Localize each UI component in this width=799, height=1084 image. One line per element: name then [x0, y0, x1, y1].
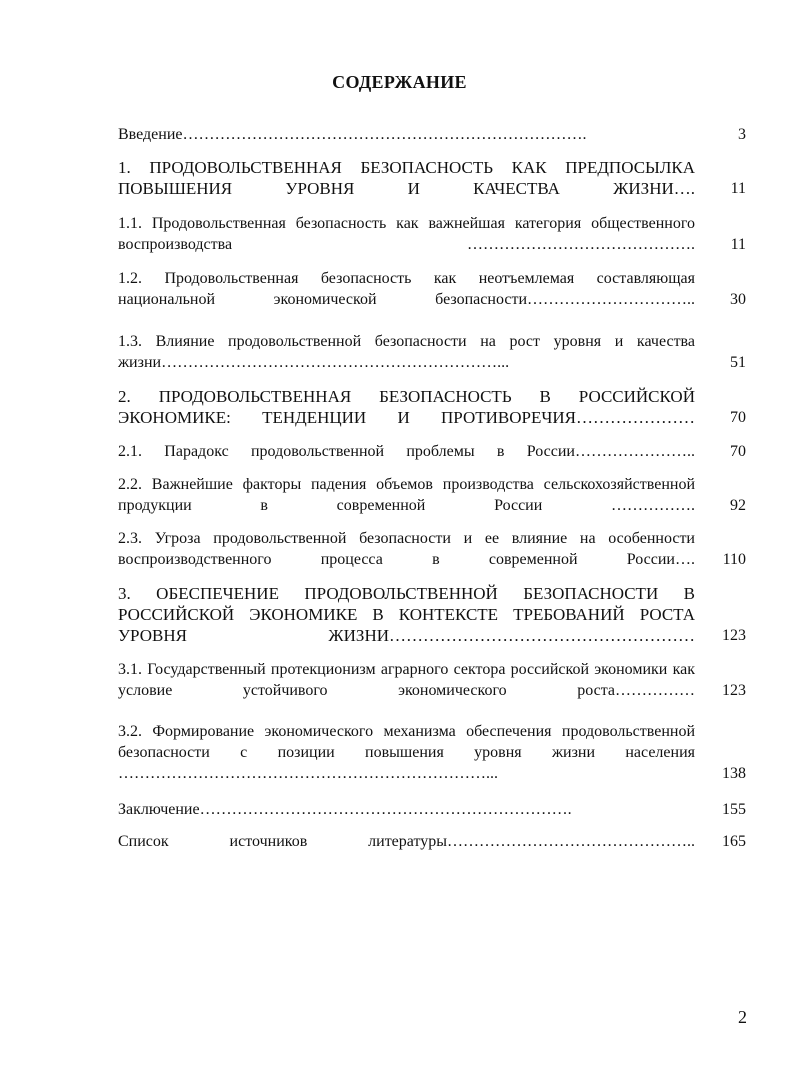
- toc-entry-references: [118, 831, 746, 852]
- toc-entry-text: 3. ОБЕСПЕЧЕНИЕ ПРОДОВОЛЬСТВЕННОЙ БЕЗОПАСНОСТИ В РОССИЙСКОЙ ЭКОНОМИКЕ В КОНТЕКСТЕ ТРЕБОВАНИЙ РОСТА УРОВНЯ ЖИЗНИ………………………………………………: [118, 584, 695, 645]
- toc-entry-page: 110: [722, 551, 746, 568]
- toc-entry-chapter-2: [118, 386, 746, 428]
- page-title: СОДЕРЖАНИЕ: [332, 72, 467, 92]
- toc-entry-section-1-2: [118, 268, 746, 310]
- toc-entry-text: Заключение…………………………………………………………….: [118, 801, 572, 818]
- toc-entry-page: 70: [730, 443, 746, 460]
- toc-entry-page: 123: [722, 682, 746, 699]
- toc-entry-text: 1.3. Влияние продовольственной безопасности на рост уровня и качества жизни………………………………………………………...: [118, 333, 695, 371]
- toc-entry-section-2-3: [118, 528, 746, 570]
- toc-entry-text: 1. ПРОДОВОЛЬСТВЕННАЯ БЕЗОПАСНОСТЬ КАК ПРЕДПОСЫЛКА ПОВЫШЕНИЯ УРОВНЯ И КАЧЕСТВА ЖИЗНИ….: [118, 158, 695, 198]
- toc-entry-page: 92: [730, 497, 746, 514]
- toc-entry-page: 51: [730, 354, 746, 371]
- toc-entry-page: 123: [722, 627, 746, 644]
- toc-entry-page: 11: [730, 180, 746, 197]
- page-number: 2: [738, 1007, 747, 1027]
- toc-entry-text: 2.2. Важнейшие факторы падения объемов производства сельскохозяйственной продукции в современной России …………….: [118, 476, 695, 514]
- toc-entry-chapter-1: [118, 157, 746, 199]
- toc-entry-section-3-1: [118, 659, 746, 701]
- toc-entry-page: 11: [730, 236, 746, 253]
- toc-entry-section-1-3: [118, 331, 746, 373]
- toc-entry-page: 30: [730, 291, 746, 308]
- toc-entry-section-2-2: [118, 474, 746, 516]
- toc-entry-chapter-3: [118, 583, 746, 646]
- toc-entry-page: 70: [730, 409, 746, 426]
- toc-entry-introduction: [118, 124, 746, 145]
- toc-entry-text: 2.1. Парадокс продовольственной проблемы в России…………………..: [118, 443, 695, 460]
- toc-entry-page: 165: [722, 833, 746, 850]
- toc-entry-text: 2. ПРОДОВОЛЬСТВЕННАЯ БЕЗОПАСНОСТЬ В РОССИЙСКОЙ ЭКОНОМИКЕ: ТЕНДЕНЦИИ И ПРОТИВОРЕЧИЯ…………………: [118, 387, 695, 427]
- toc-entry-text: 1.2. Продовольственная безопасность как неотъемлемая составляющая национальной экономической безопасности…………………………..: [118, 270, 695, 308]
- toc-entry-conclusion: [118, 799, 746, 820]
- toc-entry-text: 3.2. Формирование экономического механизма обеспечения продовольственной безопасности с позиции повышения уровня жизни населения ……………………………………………………………...: [118, 723, 695, 782]
- toc-entry-section-3-2: [118, 721, 746, 784]
- toc-entry-text: 2.3. Угроза продовольственной безопасности и ее влияние на особенности воспроизводственного процесса в современной России….: [118, 530, 695, 568]
- toc-entry-text: Список источников литературы………………………………………..: [118, 833, 695, 850]
- toc-entry-page: 3: [738, 126, 746, 143]
- toc-entry-section-2-1: [118, 441, 746, 462]
- toc-entry-text: Введение………………………………………………………………….: [118, 126, 587, 143]
- toc-entry-page: 155: [722, 801, 746, 818]
- toc-entry-page: 138: [722, 765, 746, 782]
- toc-entry-text: 3.1. Государственный протекционизм аграрного сектора российской экономики как условие устойчивого экономического роста……………: [118, 661, 695, 699]
- toc-entry-text: 1.1. Продовольственная безопасность как важнейшая категория общественного воспроизводства …………………………………….: [118, 215, 695, 253]
- toc-entry-section-1-1: [118, 213, 746, 255]
